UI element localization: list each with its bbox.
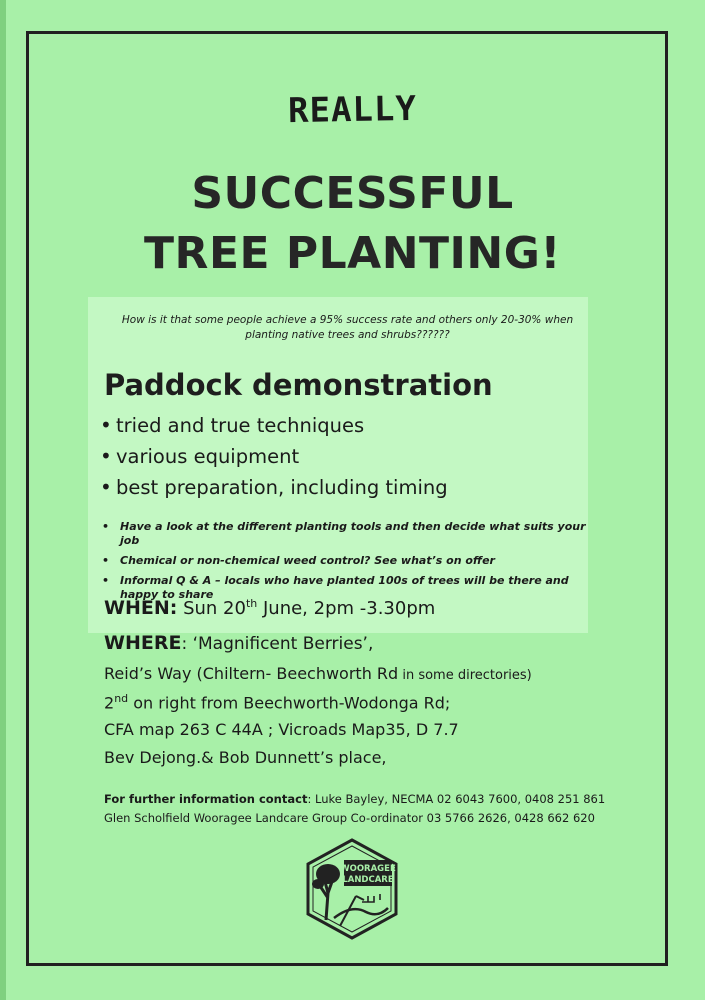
- demo-bullet: • tried and true techniques: [100, 410, 448, 441]
- address-turn-number: 2: [104, 693, 115, 713]
- address-line-1: [104, 664, 532, 683]
- detail-bullet: • Informal Q & A – locals who have planted 100s of trees will be there and happy to share: [100, 574, 600, 602]
- host-names: Bev Dejong.& Bob Dunnett’s place,: [104, 748, 387, 767]
- detail-bullet-list: [100, 520, 600, 608]
- detail-bullet: • Chemical or non-chemical weed control? See what’s on offer: [100, 554, 600, 568]
- demo-heading: Paddock demonstration: [104, 368, 493, 402]
- address-road: Reid’s Way (Chiltern- Beechworth Rd: [104, 664, 399, 683]
- where-label: WHERE: [104, 632, 182, 654]
- title-line-1: SUCCESSFUL: [191, 168, 514, 219]
- address-line-2: [104, 692, 450, 712]
- when-line: [104, 597, 435, 619]
- when-label: WHEN:: [104, 597, 178, 619]
- contact-line-1: [104, 792, 605, 806]
- address-note: in some directories): [398, 668, 532, 683]
- when-day: Sun 20: [183, 598, 246, 619]
- demo-bullet: • various equipment: [100, 441, 448, 472]
- really-heading: REALLY: [287, 88, 418, 132]
- paper-edge: [0, 0, 6, 1000]
- detail-bullet: • Have a look at the different planting tools and then decide what suits your job: [100, 520, 600, 548]
- contact-label: For further information contact: [104, 792, 308, 806]
- where-line: [104, 632, 373, 654]
- logo-text-2: LANDCARE: [342, 875, 394, 885]
- when-time: June, 2pm -3.30pm: [262, 598, 436, 619]
- intro-question: How is it that some people achieve a 95% success rate and others only 20-30% when planting native trees and shrubs??????: [121, 314, 574, 341]
- logo-text-1: WOORAGEE: [340, 864, 396, 874]
- address-turn-text: on right from Beechworth-Wodonga Rd;: [128, 693, 451, 713]
- landcare-logo-icon: [304, 838, 400, 940]
- map-reference: CFA map 263 C 44A ; Vicroads Map35, D 7.7: [104, 720, 459, 739]
- where-venue: : ‘Magnificent Berries’,: [181, 634, 374, 654]
- when-day-suffix: th: [245, 597, 258, 610]
- title-line-2: TREE PLANTING!: [144, 228, 561, 279]
- demo-bullet: • best preparation, including timing: [100, 472, 448, 503]
- contact-line-2: Glen Scholfield Wooragee Landcare Group Co-ordinator 03 5766 2626, 0428 662 620: [104, 811, 595, 825]
- demo-bullet-list: [100, 410, 448, 503]
- contact-luke: : Luke Bayley, NECMA 02 6043 7600, 0408 251 861: [307, 792, 606, 806]
- address-turn-suffix: nd: [114, 692, 129, 705]
